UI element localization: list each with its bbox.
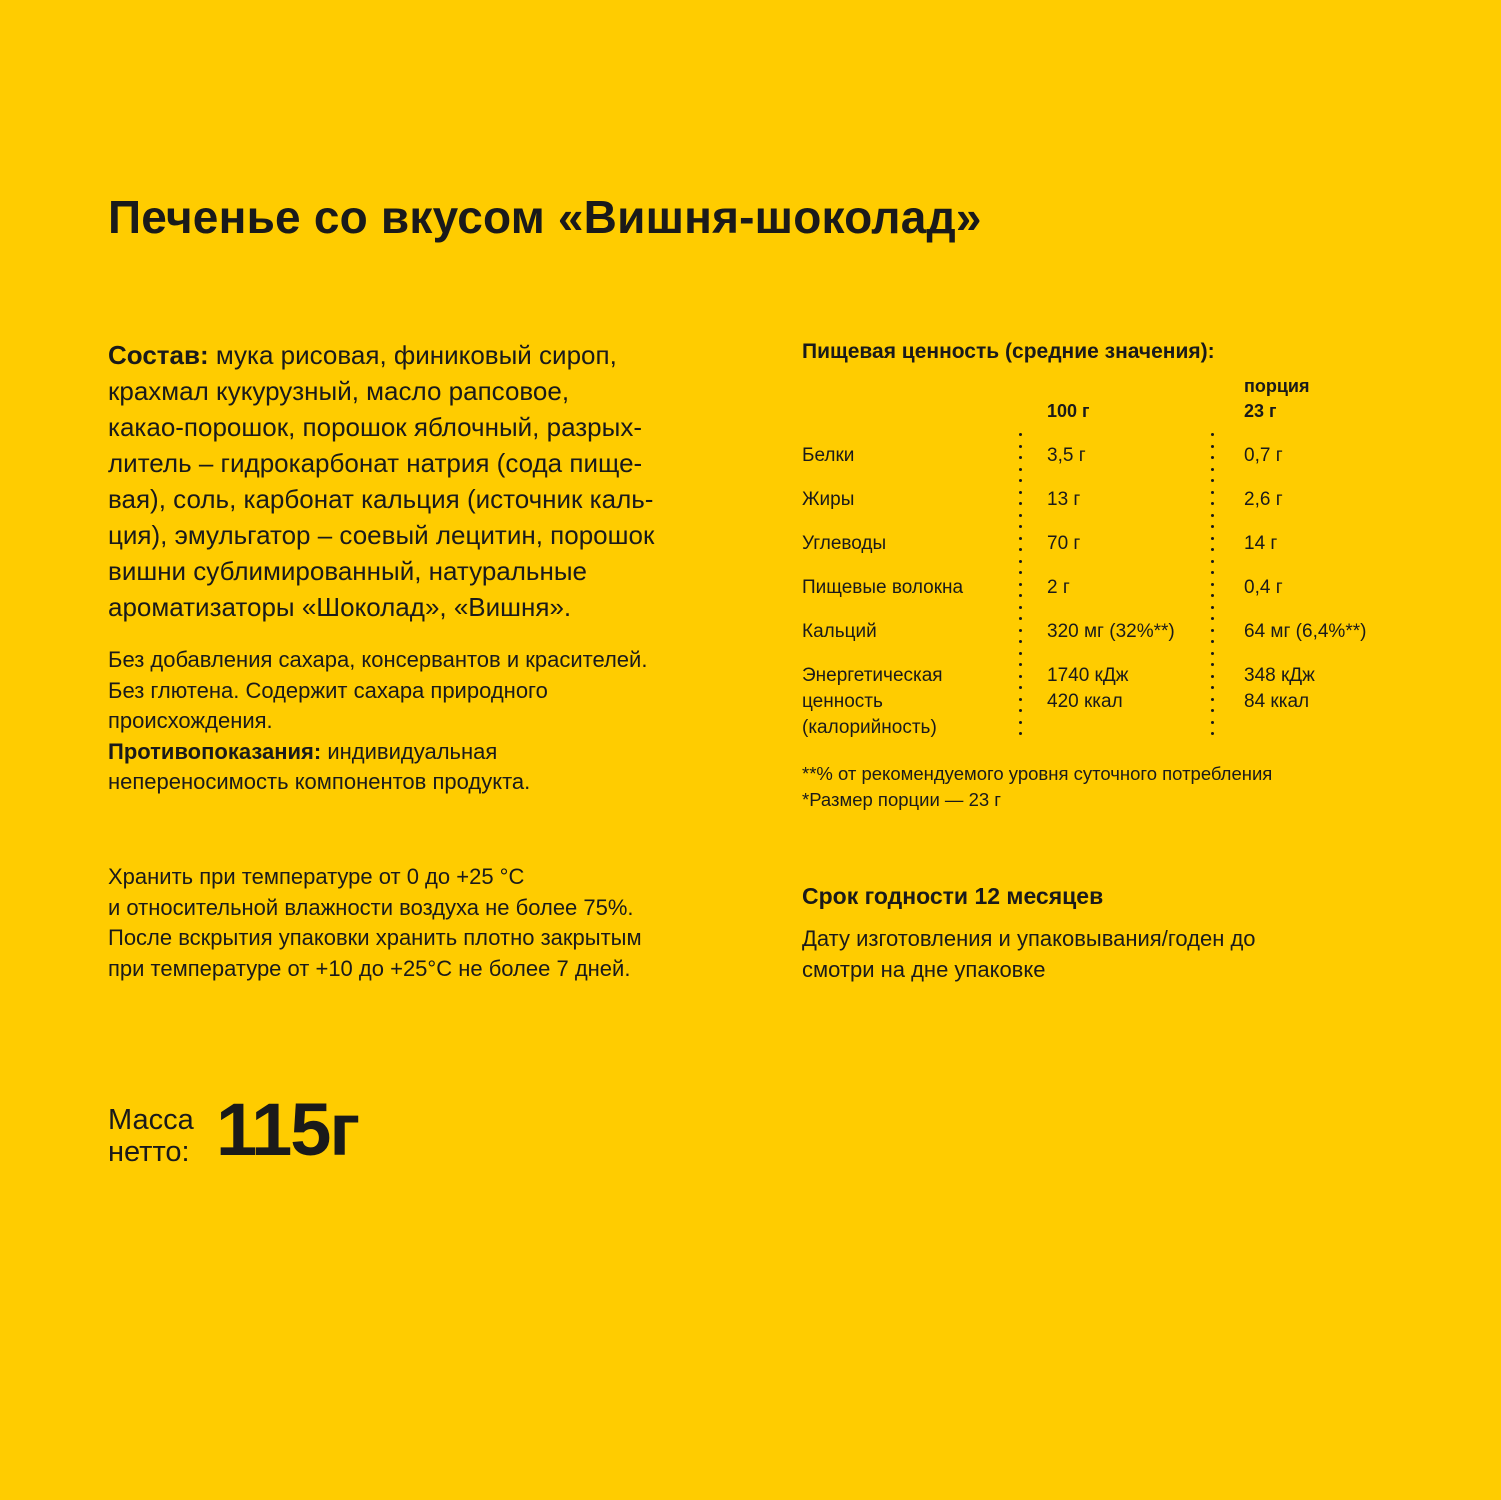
net-weight-label-line: Масса xyxy=(108,1104,194,1136)
nutrition-cell-portion xyxy=(1244,575,1283,601)
nutrition-col-portion-header xyxy=(1244,374,1310,424)
nutrition-cell-portion xyxy=(1244,663,1315,715)
composition-line: литель – гидрокарбонат натрия (сода пище- xyxy=(108,448,643,478)
net-weight-label xyxy=(108,1104,194,1168)
composition-line: какао-порошок, порошок яблочный, разрых- xyxy=(108,412,642,442)
nutrition-cell-name xyxy=(802,487,854,513)
nutrition-cell-name xyxy=(802,531,886,557)
storage-line: После вскрытия упаковки хранить плотно закрытым xyxy=(108,925,642,950)
nutrition-cell-line: 2 г xyxy=(1047,577,1070,598)
composition-block xyxy=(108,337,768,625)
nutrition-cell-line: Углеводы xyxy=(802,533,887,554)
composition-line: вая), соль, карбонат кальция (источник каль- xyxy=(108,484,654,514)
nutrition-cell-line: 13 г xyxy=(1047,489,1081,510)
nutrition-cell-per100 xyxy=(1047,619,1175,645)
nutrition-cell-per100 xyxy=(1047,663,1128,715)
nutrition-cell-line: Белки xyxy=(802,445,855,466)
composition-line: ароматизаторы «Шоколад», «Вишня». xyxy=(108,592,572,622)
nutrition-cell-name xyxy=(802,443,854,469)
nutrition-cell-portion xyxy=(1244,531,1277,557)
shelf-life-text xyxy=(802,924,1422,985)
column-separator-dots xyxy=(1211,433,1215,744)
nutrition-cell-name xyxy=(802,619,877,645)
nutrition-cell-line: Энергетическая xyxy=(802,665,943,686)
nutrition-cell-line: 70 г xyxy=(1047,533,1081,554)
column-separator-dots xyxy=(1019,433,1023,744)
nutrition-cell-name xyxy=(802,663,943,741)
product-title: Печенье со вкусом «Вишня-шоколад» xyxy=(108,191,982,243)
portion-header-line: порция xyxy=(1244,376,1310,396)
nutrition-cell-line: 14 г xyxy=(1244,533,1278,554)
nutrition-cell-portion xyxy=(1244,619,1366,645)
nutrition-cell-line: 0,7 г xyxy=(1244,445,1283,466)
nutrition-cell-line: 320 мг (32%**) xyxy=(1047,621,1175,642)
storage-line: Хранить при температуре от 0 до +25 °С xyxy=(108,864,525,889)
note-line: Без глютена. Содержит сахара природного xyxy=(108,677,548,703)
storage-block xyxy=(108,862,788,984)
composition-line: крахмал кукурузный, масло рапсовое, xyxy=(108,376,570,406)
note-line: происхождения. xyxy=(108,708,273,733)
footnote: *Размер порции — 23 г xyxy=(802,789,1002,810)
composition-label: Состав: xyxy=(108,340,209,370)
note-line: непереносимость компонентов продукта. xyxy=(108,769,531,794)
nutrition-cell-per100 xyxy=(1047,575,1070,601)
contraindications-text: индивидуальная xyxy=(321,738,498,764)
nutrition-cell-per100 xyxy=(1047,487,1080,513)
shelf-life-title: Срок годности 12 месяцев xyxy=(802,883,1104,909)
storage-line: при температуре от +10 до +25°С не более 7 дней. xyxy=(108,955,631,981)
nutrition-cell-per100 xyxy=(1047,531,1080,557)
net-weight-label-line: нетто: xyxy=(108,1136,190,1168)
nutrition-cell-line: Пищевые волокна xyxy=(802,577,964,598)
net-weight-value: 115г xyxy=(216,1088,359,1171)
nutrition-cell-line: Жиры xyxy=(802,489,855,510)
nutrition-cell-line: Кальций xyxy=(802,621,877,642)
composition-line: ция), эмульгатор – соевый лецитин, порошок xyxy=(108,520,655,550)
notes-block xyxy=(108,645,788,798)
nutrition-cell-line: ценность xyxy=(802,691,883,712)
storage-line: и относительной влажности воздуха не более 75%. xyxy=(108,894,634,920)
nutrition-col-100g-header: 100 г xyxy=(1047,401,1090,421)
nutrition-cell-line: 1740 кДж xyxy=(1047,665,1129,686)
nutrition-cell-line: 348 кДж xyxy=(1244,665,1315,686)
nutrition-cell-name xyxy=(802,575,963,601)
nutrition-cell-line: 84 ккал xyxy=(1244,691,1310,712)
nutrition-cell-line: 2,6 г xyxy=(1244,489,1283,510)
nutrition-heading: Пищевая ценность (средние значения): xyxy=(802,340,1215,363)
nutrition-cell-line: 64 мг (6,4%**) xyxy=(1244,621,1367,642)
nutrition-cell-line: (калорийность) xyxy=(802,717,937,738)
nutrition-cell-line: 0,4 г xyxy=(1244,577,1283,598)
nutrition-cell-per100 xyxy=(1047,443,1086,469)
note-line: Без добавления сахара, консервантов и красителей. xyxy=(108,647,648,672)
footnote: **% от рекомендуемого уровня суточного потребления xyxy=(802,763,1273,784)
shelf-life-line: Дату изготовления и упаковывания/годен до xyxy=(802,926,1256,951)
nutrition-cell-portion xyxy=(1244,443,1283,469)
nutrition-cell-line: 420 ккал xyxy=(1047,691,1123,712)
contraindications-label: Противопоказания: xyxy=(108,738,322,764)
shelf-life-line: смотри на дне упаковке xyxy=(802,956,1046,982)
composition-line: мука рисовая, финиковый сироп, xyxy=(208,340,617,370)
portion-header-line: 23 г xyxy=(1244,401,1277,421)
nutrition-cell-line: 3,5 г xyxy=(1047,445,1086,466)
nutrition-cell-portion xyxy=(1244,487,1283,513)
nutrition-footnotes xyxy=(802,761,1272,813)
composition-line: вишни сублимированный, натуральные xyxy=(108,556,587,586)
